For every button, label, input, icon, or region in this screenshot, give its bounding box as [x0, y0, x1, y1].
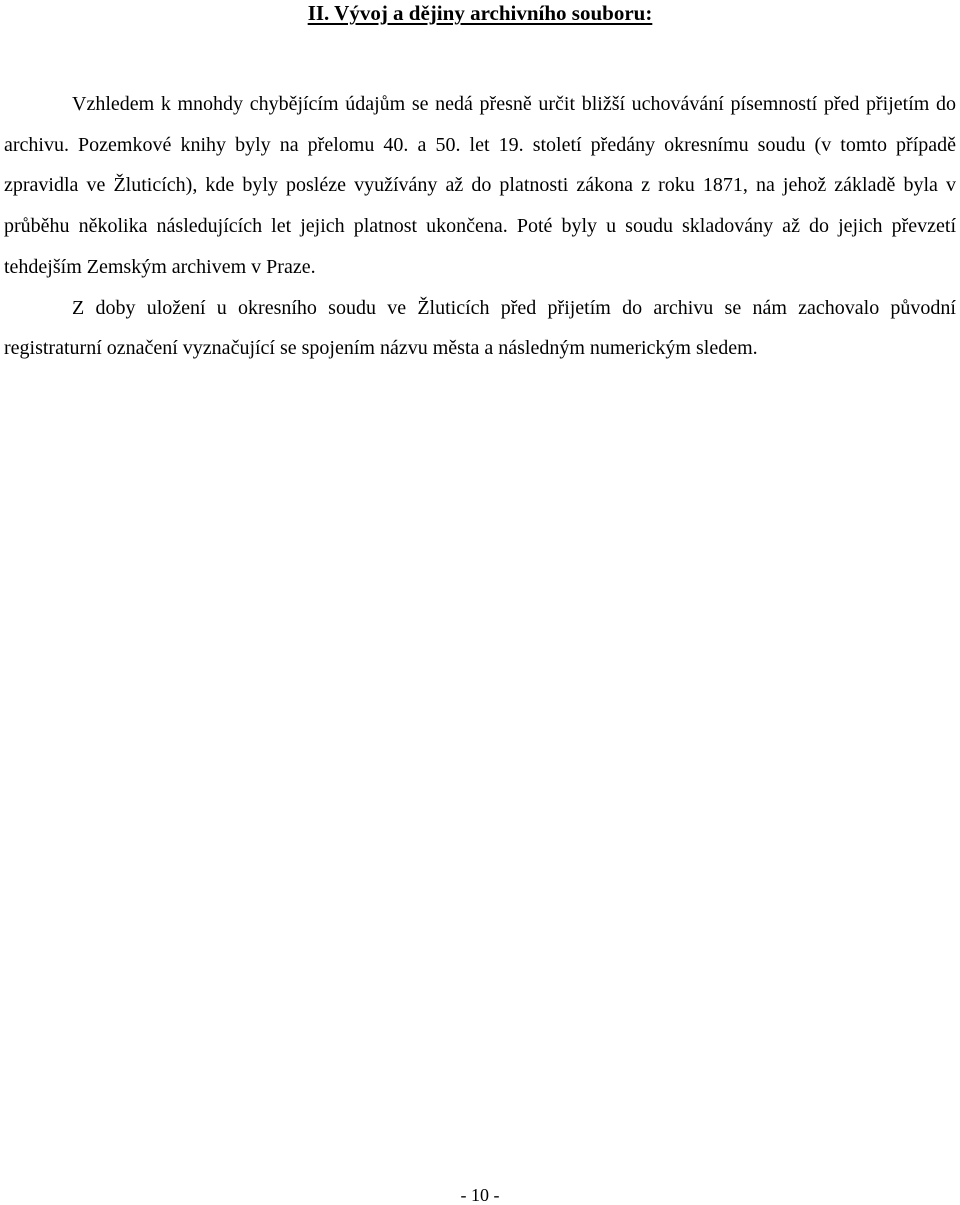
section-heading: II. Vývoj a dějiny archivního souboru: [307, 1, 653, 25]
paragraph-2: Z doby uložení u okresního soudu ve Žluticích před přijetím do archivu se nám zachovalo původní registraturní označení vyznačující se spojením názvu města a následným numerickým sledem. [4, 296, 956, 360]
body-text [4, 84, 956, 369]
paragraph-1: Vzhledem k mnohdy chybějícím údajům se nedá přesně určit bližší uchovávání písemností před přijetím do archivu. Pozemkové knihy byly na přelomu 40. a 50. let 19. století předány okresnímu soudu (v tomto případě zpravidla ve Žluticích), kde byly posléze využívány až do platnosti zákona z roku 1871, na jehož základě byla v průběhu několika následujících let jejich platnost ukončena. Poté byly u soudu skladovány až do jejich převzetí tehdejším Zemským archivem v Praze. [4, 93, 956, 278]
page-number: - 10 - [460, 1185, 500, 1205]
